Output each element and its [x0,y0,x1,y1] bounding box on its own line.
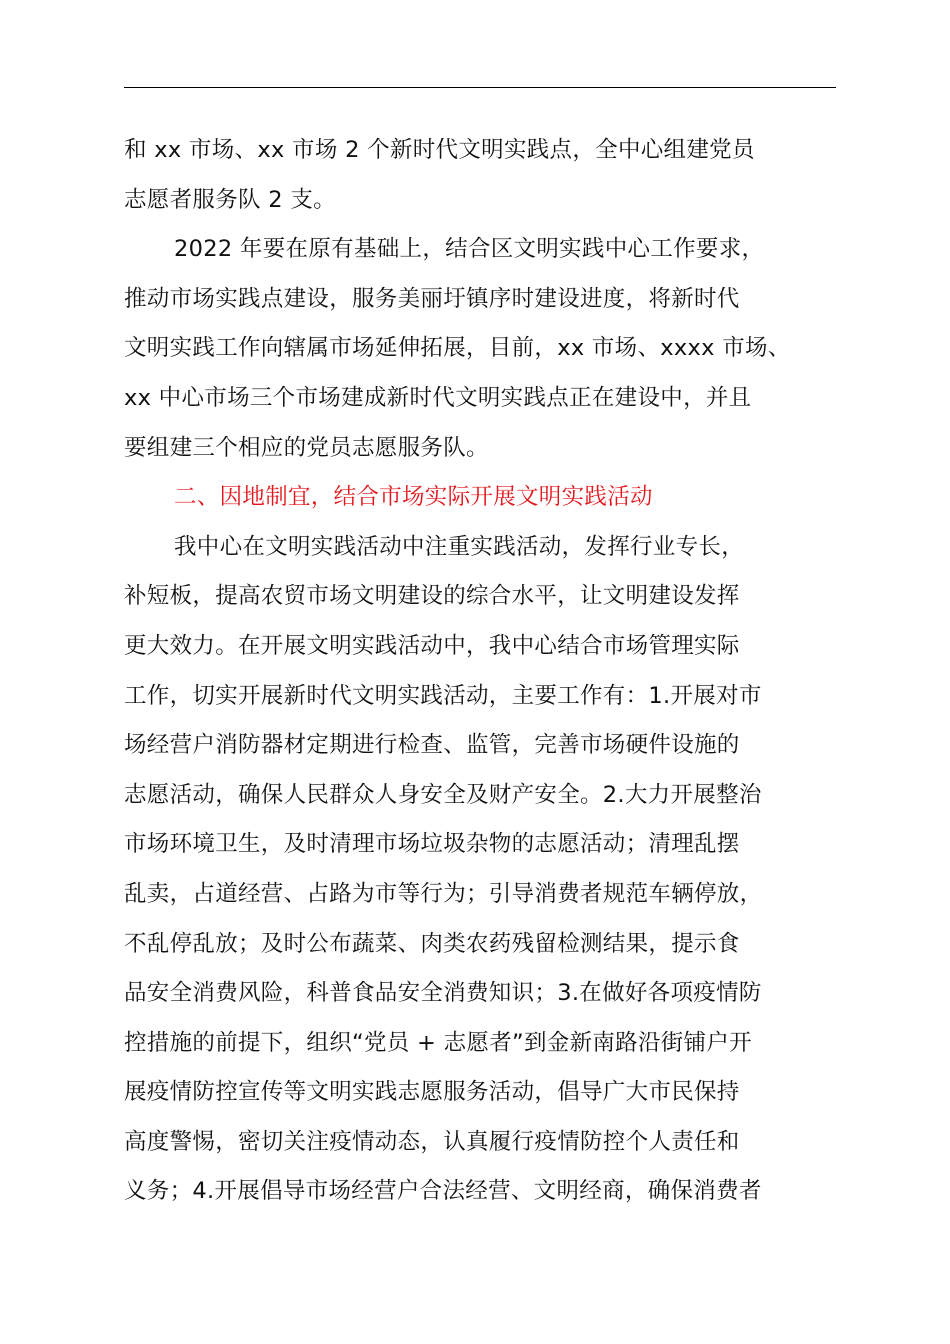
text-line: 不乱停乱放；及时公布蔬菜、肉类农药残留检测结果，提示食 [124,930,740,957]
text-line: 义务；4.开展倡导市场经营户合法经营、文明经商，确保消费者 [124,1178,762,1205]
text-line: 高度警惕，密切关注疫情动态，认真履行疫情防控个人责任和 [124,1128,740,1155]
text-line: xx 中心市场三个市场建成新时代文明实践点正在建设中，并且 [124,384,752,411]
document-body [124,126,840,1217]
section-heading: 二、因地制宜，结合市场实际开展文明实践活动 [174,484,653,511]
text-line: 志愿者服务队 2 支。 [124,186,336,213]
text-line: 推动市场实践点建设，服务美丽圩镇序时建设进度，将新时代 [124,285,740,312]
text-line: 控措施的前提下，组织“党员 + 志愿者”到金新南路沿街铺户开 [124,1029,752,1056]
text-line: 品安全消费风险，科普食品安全消费知识；3.在做好各项疫情防 [124,980,762,1007]
text-line: 志愿活动，确保人民群众人身安全及财产安全。2.大力开展整治 [124,781,762,808]
text-line: 市场环境卫生，及时清理市场垃圾杂物的志愿活动；清理乱摆 [124,831,740,858]
text-line: 和 xx 市场、xx 市场 2 个新时代文明实践点，全中心组建党员 [124,137,755,163]
text-line: 文明实践工作向辖属市场延伸拓展，目前，xx 市场、xxxx 市场、 [124,335,791,362]
text-line: 展疫情防控宣传等文明实践志愿服务活动，倡导广大市民保持 [124,1079,740,1106]
text-line: 工作，切实开展新时代文明实践活动，主要工作有：1.开展对市 [124,682,762,709]
text-line: 更大效力。在开展文明实践活动中，我中心结合市场管理实际 [124,632,740,659]
text-line: 补短板，提高农贸市场文明建设的综合水平，让文明建设发挥 [124,583,740,610]
paragraph-start: 我中心在文明实践活动中注重实践活动，发挥行业专长， [174,533,745,560]
header-rule [124,87,836,88]
text-line: 要组建三个相应的党员志愿服务队。 [124,434,489,461]
text-line: 乱卖，占道经营、占路为市等行为；引导消费者规范车辆停放， [124,880,763,907]
paragraph-start: 2022 年要在原有基础上，结合区文明实践中心工作要求， [174,236,765,263]
text-line: 场经营户消防器材定期进行检查、监管，完善市场硬件设施的 [124,732,740,759]
